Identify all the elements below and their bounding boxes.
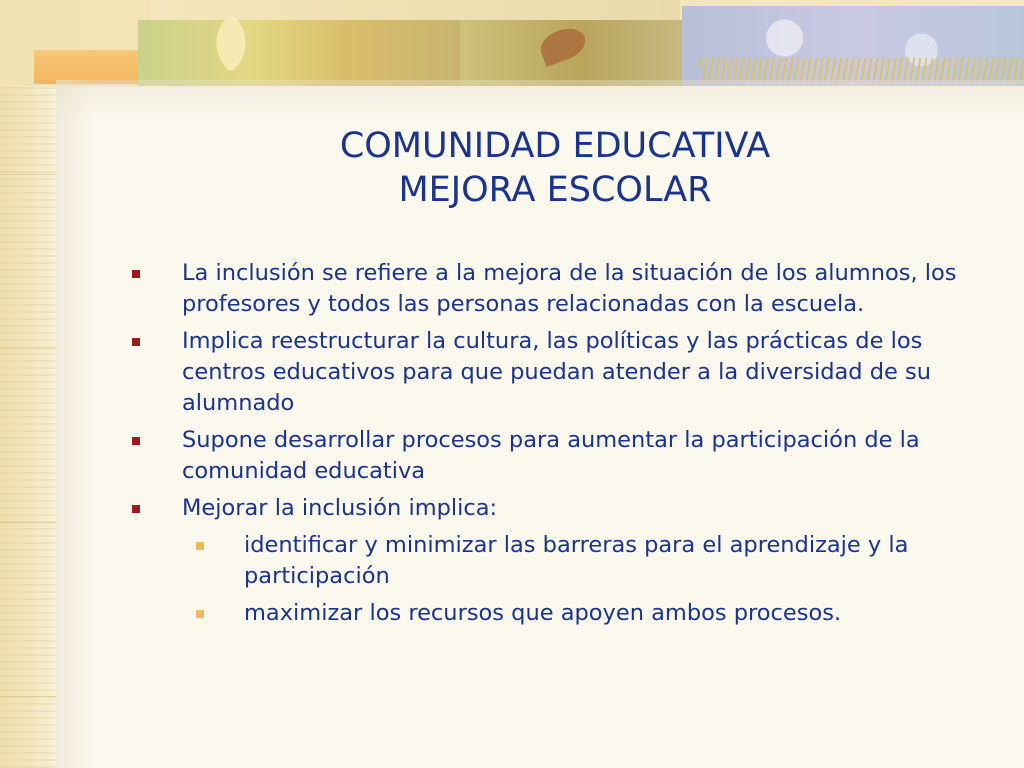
bullet-list (126, 258, 996, 635)
subbullet-text: identificar y minimizar las barreras para el aprendizaje y la participación (244, 532, 909, 589)
bullet-item (126, 258, 996, 320)
square-bullet-icon (132, 338, 140, 346)
left-decorative-strip (0, 0, 56, 768)
banner-panel (34, 50, 144, 84)
square-bullet-icon (132, 505, 140, 513)
bullet-item (126, 326, 996, 419)
banner-shadow (56, 80, 1024, 120)
strip-shadow (56, 80, 96, 768)
bullet-text: Mejorar la inclusión implica: (182, 495, 498, 521)
bullet-item (126, 493, 996, 524)
title-line-1: COMUNIDAD EDUCATIVA (339, 126, 771, 166)
banner-panel (460, 20, 700, 86)
strip-tile (0, 522, 56, 697)
square-subbullet-icon (196, 542, 204, 550)
bullet-text: Implica reestructurar la cultura, las políticas y las prácticas de los centros educativos para que puedan atender a la diversidad de su alumnado (182, 328, 931, 416)
square-bullet-icon (132, 437, 140, 445)
bullet-item (126, 425, 996, 487)
subbullet-text: maximizar los recursos que apoyen ambos procesos. (244, 600, 842, 626)
strip-tile (0, 348, 56, 523)
subbullet-item (126, 598, 996, 629)
bullet-text: La inclusión se refiere a la mejora de la situación de los alumnos, los profesores y todos las personas relacionadas con la escuela. (182, 260, 957, 317)
subbullet-item (126, 530, 996, 592)
title-line-2: MEJORA ESCOLAR (398, 170, 712, 210)
square-bullet-icon (132, 270, 140, 278)
strip-tile (0, 174, 56, 349)
banner-panel (138, 20, 460, 86)
bullet-text: Supone desarrollar procesos para aumentar la participación de la comunidad educativa (182, 427, 920, 484)
slide-title (150, 124, 960, 212)
top-decorative-banner (0, 0, 1024, 86)
grass-decoration (700, 58, 1024, 82)
square-subbullet-icon (196, 610, 204, 618)
